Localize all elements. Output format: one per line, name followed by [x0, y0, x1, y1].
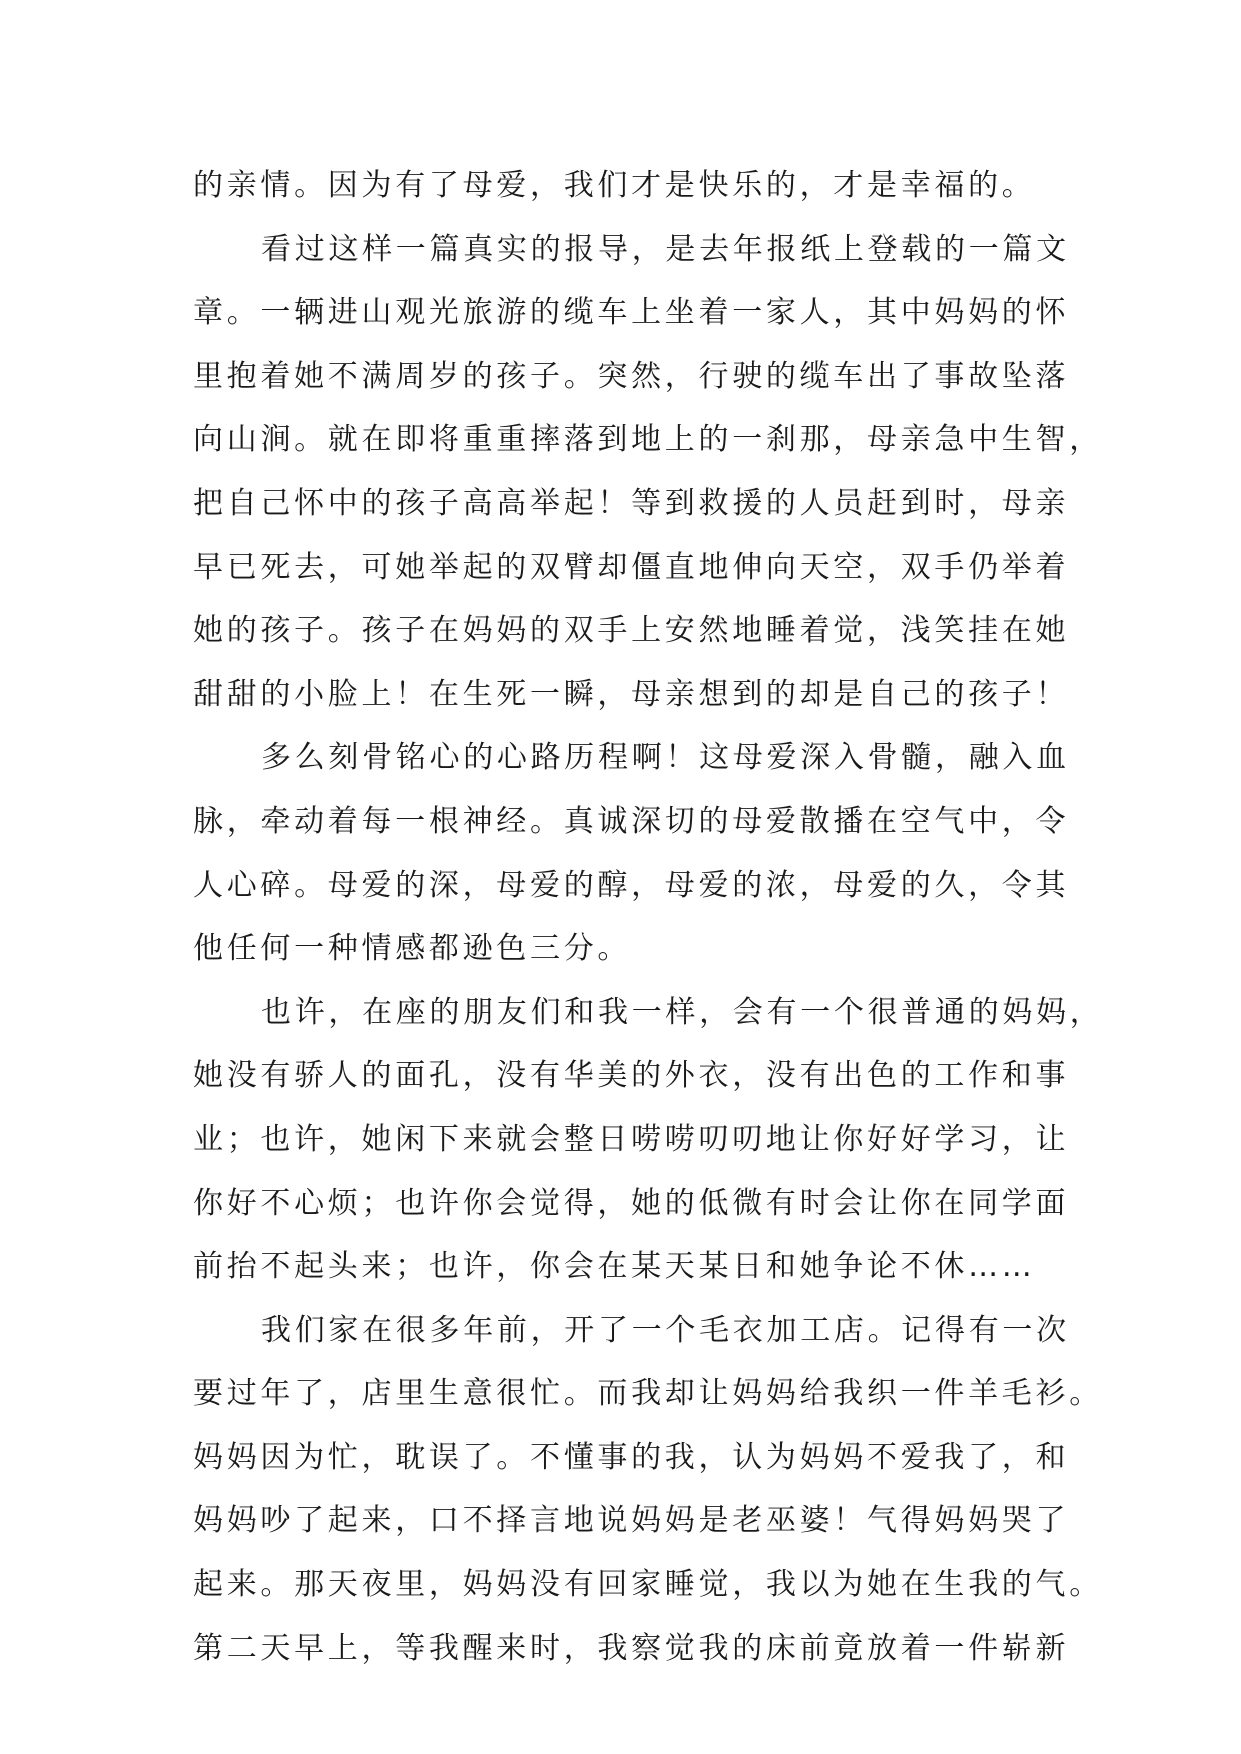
text-line: 人心碎。母爱的深，母爱的醇，母爱的浓，母爱的久，令其: [193, 867, 1070, 903]
paragraph-first-line: 看过这样一篇真实的报导，是去年报纸上登载的一篇文: [261, 231, 1070, 267]
text-line: 妈妈因为忙，耽误了。不懂事的我，认为妈妈不爱我了，和: [193, 1439, 1070, 1475]
text-line: 章。一辆进山观光旅游的缆车上坐着一家人，其中妈妈的怀: [193, 295, 1070, 331]
paragraph-first-line: 我们家在很多年前，开了一个毛衣加工店。记得有一次: [261, 1312, 1070, 1348]
text-line: 把自己怀中的孩子高高举起！等到救援的人员赶到时，母亲: [193, 485, 1070, 521]
text-line: 业；也许，她闲下来就会整日唠唠叨叨地让你好好学习，让: [193, 1121, 1070, 1157]
text-line: 她没有骄人的面孔，没有华美的外衣，没有出色的工作和事: [193, 1058, 1070, 1094]
text-line: 她的孩子。孩子在妈妈的双手上安然地睡着觉，浅笑挂在她: [193, 613, 1070, 649]
text-line: 早已死去，可她举起的双臂却僵直地伸向天空，双手仍举着: [193, 549, 1070, 585]
body-text: [193, 154, 1104, 1680]
paragraph-first-line: 也许，在座的朋友们和我一样，会有一个很普通的妈妈，: [261, 994, 1104, 1030]
text-line: 的亲情。因为有了母爱，我们才是快乐的，才是幸福的。: [193, 168, 1036, 203]
text-line: 脉，牵动着每一根神经。真诚深切的母爱散播在空气中，令: [193, 803, 1070, 839]
text-line: 向山涧。就在即将重重摔落到地上的一刹那，母亲急中生智，: [193, 422, 1103, 458]
text-line: 你好不心烦；也许你会觉得，她的低微有时会让你在同学面: [193, 1185, 1070, 1221]
text-line: 里抱着她不满周岁的孩子。突然，行驶的缆车出了事故坠落: [193, 358, 1070, 394]
text-line: 要过年了，店里生意很忙。而我却让妈妈给我织一件羊毛衫。: [193, 1376, 1103, 1412]
text-line: 甜甜的小脸上！在生死一瞬，母亲想到的却是自己的孩子！: [193, 676, 1070, 712]
text-line: 第二天早上，等我醒来时，我察觉我的床前竟放着一件崭新: [193, 1630, 1070, 1666]
paragraph-first-line: 多么刻骨铭心的心路历程啊！这母爱深入骨髓，融入血: [261, 740, 1070, 776]
text-line: 他任何一种情感都逊色三分。: [193, 931, 632, 967]
text-line: 起来。那天夜里，妈妈没有回家睡觉，我以为她在生我的气。: [193, 1567, 1103, 1603]
text-line: 妈妈吵了起来，口不择言地说妈妈是老巫婆！气得妈妈哭了: [193, 1503, 1070, 1539]
text-line: 前抬不起头来；也许，你会在某天某日和她争论不休……: [193, 1249, 1036, 1285]
